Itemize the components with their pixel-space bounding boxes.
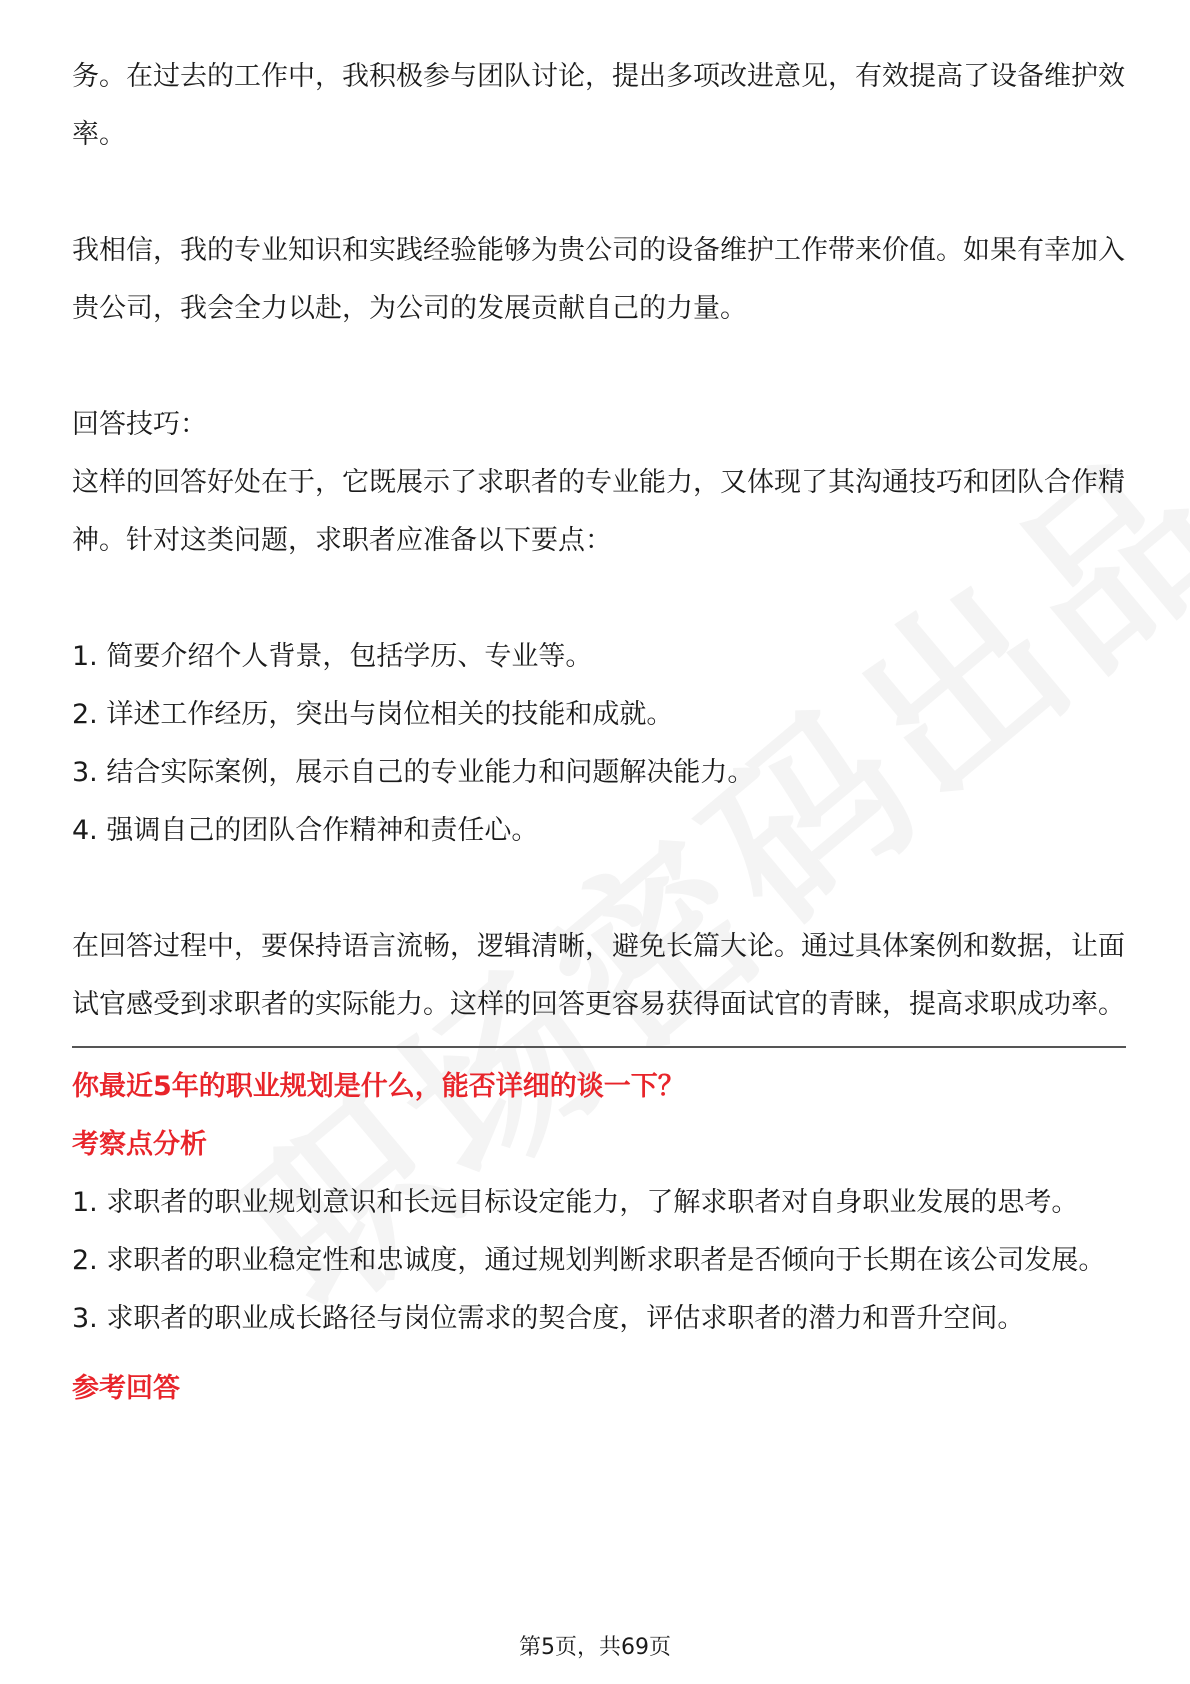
page-content [72, 48, 1126, 1418]
paragraph-gap [72, 338, 1126, 396]
tips-label: 回答技巧： [72, 409, 207, 440]
list-item: 4. 强调自己的团队合作精神和责任心。 [72, 815, 539, 846]
tips-closing: 在回答过程中，要保持语言流畅，逻辑清晰，避免长篇大论。通过具体案例和数据，让面试官感受到求职者的实际能力。这样的回答更容易获得面试官的青睐，提高求职成功率。 [72, 931, 1125, 1020]
paragraph-gap [72, 570, 1126, 628]
paragraph: 我相信，我的专业知识和实践经验能够为贵公司的设备维护工作带来价值。如果有幸加入贵公司，我会全力以赴，为公司的发展贡献自己的力量。 [72, 235, 1125, 324]
analysis-list [72, 1174, 1126, 1348]
page-number: 第5页，共69页 [519, 1635, 671, 1660]
list-item: 1. 求职者的职业规划意识和长远目标设定能力，了解求职者对自身职业发展的思考。 [72, 1187, 1079, 1218]
section-divider [72, 1046, 1126, 1048]
paragraph: 务。在过去的工作中，我积极参与团队讨论，提出多项改进意见，有效提高了设备维护效率。 [72, 61, 1125, 150]
reference-heading: 参考回答 [72, 1373, 180, 1404]
list-item: 2. 求职者的职业稳定性和忠诚度，通过规划判断求职者是否倾向于长期在该公司发展。 [72, 1245, 1106, 1276]
paragraph-gap [72, 164, 1126, 222]
tips-intro: 这样的回答好处在于，它既展示了求职者的专业能力，又体现了其沟通技巧和团队合作精神。针对这类问题，求职者应准备以下要点： [72, 467, 1125, 556]
list-item: 3. 结合实际案例，展示自己的专业能力和问题解决能力。 [72, 757, 755, 788]
list-item: 2. 详述工作经历，突出与岗位相关的技能和成就。 [72, 699, 674, 730]
list-item: 1. 简要介绍个人背景，包括学历、专业等。 [72, 641, 593, 672]
question-title: 你最近5年的职业规划是什么，能否详细的谈一下？ [72, 1071, 685, 1102]
tips-list [72, 628, 1126, 860]
analysis-heading: 考察点分析 [72, 1129, 207, 1160]
paragraph-gap [72, 860, 1126, 918]
list-item: 3. 求职者的职业成长路径与岗位需求的契合度，评估求职者的潜力和晋升空间。 [72, 1303, 1025, 1334]
